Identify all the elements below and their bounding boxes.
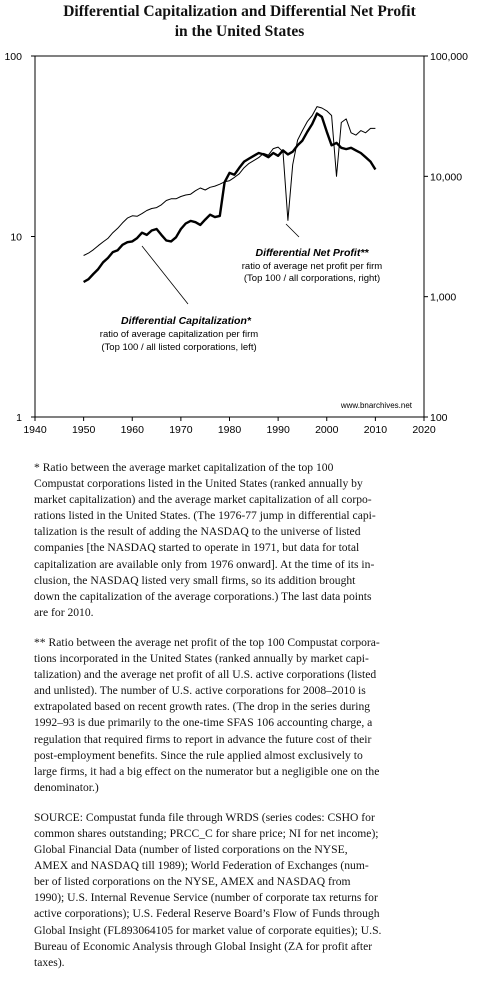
x-tick-label: 1980 bbox=[217, 424, 242, 436]
y-right-tick-label: 100 bbox=[430, 412, 448, 424]
note-line: taxes). bbox=[34, 955, 65, 969]
note-line: tions incorporated in the United States (ranked annually by market capi- bbox=[34, 652, 369, 666]
capitalization-label-note: (Top 100 / all listed corporations, left) bbox=[101, 342, 257, 353]
note-line: Global Financial Data (number of listed corporations on the NYSE, bbox=[34, 843, 348, 857]
note-line: SOURCE: Compustat funda file through WRDS (series codes: CSHO for bbox=[34, 810, 375, 824]
note-line: 1990); U.S. Internal Revenue Service (number of corporate tax returns for bbox=[34, 891, 378, 905]
note-line: denominator.) bbox=[34, 780, 99, 794]
note-line: talization) and the average net profit of all U.S. active corporations (listed bbox=[34, 668, 377, 682]
net-profit-label-name: Differential Net Profit** bbox=[255, 247, 369, 259]
note-line: 1992–93 is due primarily to the one-time SFAS 106 accounting charge, a bbox=[34, 716, 373, 730]
y-right-tick-label: 1,000 bbox=[430, 291, 457, 304]
note-line: down the capitalization of the average corporations.) The last data points bbox=[34, 589, 372, 603]
note-line: ** Ratio between the average net profit of the top 100 Compustat corpora- bbox=[34, 635, 380, 649]
chart-title-line-1: Differential Capitalization and Differential Net Profit bbox=[63, 3, 416, 20]
net-profit-leader-line bbox=[286, 224, 299, 237]
x-tick-label: 1990 bbox=[266, 424, 290, 436]
note-line: Bureau of Economic Analysis through Global Insight (ZA for profit after bbox=[34, 939, 373, 953]
capitalization-label-name: Differential Capitalization* bbox=[121, 315, 251, 327]
note-line: capitalization are available only from 1976 onward]. At the time of its in- bbox=[34, 557, 375, 571]
note-line: market capitalization) and the average market capitalization of all corpo- bbox=[34, 493, 372, 507]
note-line: rations listed in the United States. (The 1976-77 jump in differential capi- bbox=[34, 509, 376, 523]
note-line: common shares outstanding; PRCC_C for share price; NI for net income); bbox=[34, 826, 379, 840]
y-axis-right bbox=[424, 51, 468, 424]
y-right-tick-label: 10,000 bbox=[430, 171, 463, 184]
x-axis bbox=[23, 417, 436, 436]
x-tick-label: 2020 bbox=[412, 424, 436, 436]
note-line: large firms, it had a big effect on the numerator but a negligible one on the bbox=[34, 764, 380, 778]
note-line: Compustat corporations listed in the United States (ranked annually by bbox=[34, 477, 363, 491]
capitalization-leader-line bbox=[142, 246, 188, 304]
note-line: and unlisted). The number of U.S. active corporations for 2008–2010 is bbox=[34, 684, 366, 698]
chart-title-line-2: in the United States bbox=[174, 23, 305, 40]
note-line: AMEX and NASDAQ till 1989); World Federation of Exchanges (num- bbox=[34, 859, 369, 873]
note-line: post-employment benefits. Since the rule applied almost exclusively to bbox=[34, 748, 363, 762]
x-tick-label: 1970 bbox=[169, 424, 193, 436]
note-line: extrapolated based on recent growth rates. (The drop in the series during bbox=[34, 700, 371, 714]
y-left-tick-label: 10 bbox=[10, 231, 22, 244]
plot-frame bbox=[35, 56, 424, 417]
x-tick-label: 1950 bbox=[71, 424, 96, 436]
footnotes bbox=[34, 460, 430, 985]
note-line: active corporations); U.S. Federal Reserve Board’s Flow of Funds through bbox=[34, 907, 380, 921]
note-line: are for 2010. bbox=[34, 605, 94, 619]
footnote-source bbox=[34, 810, 430, 971]
y-right-tick-label: 100,000 bbox=[430, 51, 468, 63]
x-tick-label: 1960 bbox=[120, 424, 144, 436]
source-url: www.bnarchives.net bbox=[340, 401, 412, 410]
note-line: talization is the result of adding the NASDAQ to the universe of listed bbox=[34, 525, 361, 539]
capitalization-label-desc: ratio of average capitalization per firm bbox=[99, 329, 259, 340]
chart-title bbox=[0, 2, 479, 42]
x-tick-label: 2010 bbox=[363, 424, 388, 436]
y-axis-left bbox=[4, 51, 35, 424]
chart bbox=[0, 46, 479, 446]
y-left-tick-label: 100 bbox=[4, 51, 22, 63]
note-line: Global Insight (FL893064105 for market value of corporate equities); U.S. bbox=[34, 923, 382, 937]
net-profit-label-desc: ratio of average net profit per firm bbox=[241, 261, 383, 272]
note-line: ber of listed corporations on the NYSE, AMEX and NASDAQ from bbox=[34, 875, 351, 889]
note-line: companies [the NASDAQ started to operate in 1971, but data for total bbox=[34, 541, 360, 555]
footnote-net-profit bbox=[34, 635, 430, 796]
net-profit-label-note: (Top 100 / all corporations, right) bbox=[243, 273, 381, 284]
x-tick-label: 2000 bbox=[315, 424, 339, 436]
footnote-capitalization bbox=[34, 460, 430, 621]
note-line: regulation that required firms to report in advance the future cost of their bbox=[34, 732, 372, 746]
x-tick-label: 1940 bbox=[23, 424, 47, 436]
y-left-tick-label: 1 bbox=[16, 412, 22, 424]
note-line: clusion, the NASDAQ listed very small firms, so its addition brought bbox=[34, 573, 356, 587]
note-line: * Ratio between the average market capitalization of the top 100 bbox=[34, 461, 334, 474]
net-profit-series-line bbox=[84, 107, 376, 256]
